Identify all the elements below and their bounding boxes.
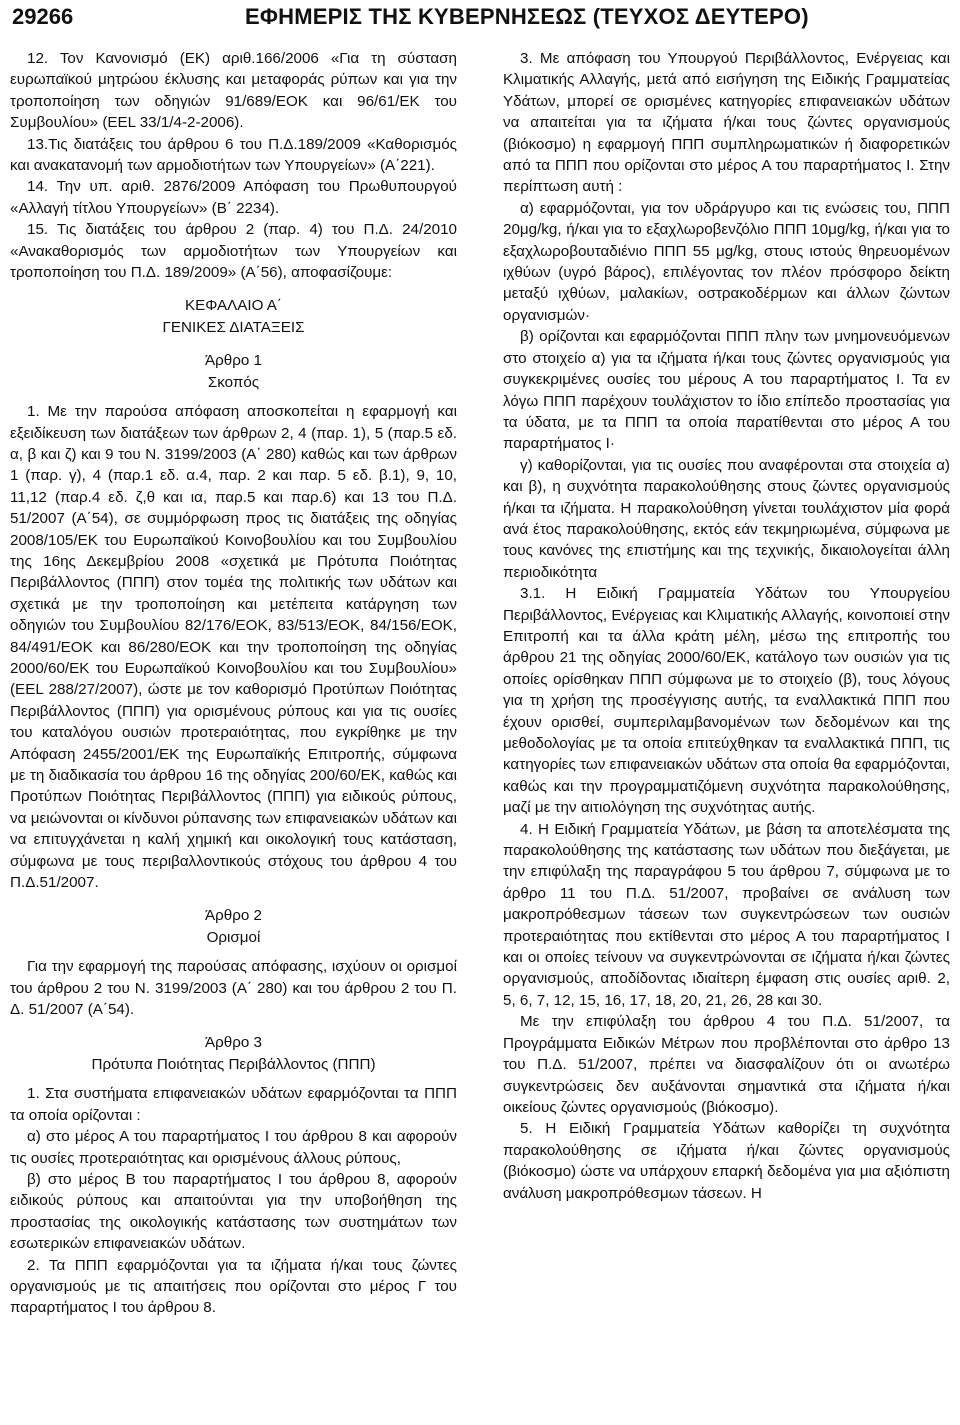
article-3-paragraph-1: 1. Στα συστήματα επιφανειακών υδάτων εφαρμόζονται τα ΠΠΠ τα οποία ορίζονται : bbox=[10, 1085, 457, 1124]
paragraph-4b: Με την επιφύλαξη του άρθρου 4 του Π.Δ. 51/2007, τα Προγράμματα Ειδικών Μέτρων που προβλέπονται στο άρθρο 13 του Π.Δ. 51/2007, πρέπει να διασφαλίζουν ότι οι ανωτέρω συγκεντρώσεις δεν αυξάνονται σημαντικά στα ιζήματα ή/και οικείους ζώντες οργανισμούς (βιόκοσμο). bbox=[503, 1013, 950, 1116]
paragraph-4: 4. Η Ειδική Γραμματεία Υδάτων, με βάση τα αποτελέσματα της παρακολούθησης της κατάστασης των υδάτων που διεξάγεται, με την επιφύλαξη της παραγράφου 5 του άρθρου 7, σύμφωνα με το άρθρο 11 του Π.Δ. 51/2007, προβαίνει σε ανάλυση των μακροπρόθεσμων τάσεων των συγκεντρώσεων των ουσιών προτεραιότητας που εκτίθενται στο μέρος Α του παραρτήματος Ι και οι οποίες τείνουν να συγκεντρώνονται σε ιζήματα ή/και ζώντες οργανισμούς, αποδίδοντας ιδιαίτερη έμφαση στις ουσίες αριθ. 2, 5, 6, 7, 12, 15, 16, 17, 18, 20, 21, 26, 28 και 30. bbox=[503, 820, 950, 1009]
article-1-title: Σκοπός bbox=[207, 373, 260, 391]
page-number: 29266 bbox=[12, 4, 74, 29]
paragraph-3b: β) ορίζονται και εφαρμόζονται ΠΠΠ πλην των μνημονευόμενων στο στοιχείο α) για τα ιζήματα ή/και τους ζώντες οργανισμούς για συγκεκριμένες ουσίες του μέρους Α του παραρτήματος Ι. Τα εν λόγω ΠΠΠ παρέχουν τουλάχιστον το ίδιο επίπεδο προστασίας για τα ύδατα, με τα ΠΠΠ τα οποία παρατίθενται στο μέρος Α του παραρτήματος Ι· bbox=[503, 328, 950, 453]
left-column bbox=[10, 48, 457, 1319]
gazette-title: ΕΦΗΜΕΡΙΣ ΤΗΣ ΚΥΒΕΡΝΗΣΕΩΣ (ΤΕΥΧΟΣ ΔΕΥΤΕΡΟ) bbox=[245, 4, 809, 29]
article-3-title: Πρότυπα Ποιότητας Περιβάλλοντος (ΠΠΠ) bbox=[91, 1055, 376, 1073]
article-3-paragraph-1a: α) στο μέρος Α του παραρτήματος Ι του άρθρου 8 και αφορούν τις ουσίες προτεραιότητας και ορισμένους άλλους ρύπους, bbox=[10, 1128, 457, 1167]
paragraph-3c: γ) καθορίζονται, για τις ουσίες που αναφέρονται στα στοιχεία α) και β), η συχνότητα παρακολούθησης στους ζώντες οργανισμούς ή/και τα ιζήματα. Η παρακολούθηση γίνεται τουλάχιστον μία φορά ανά έτος παρακολούθησης, εκτός εάν τεκμηριωμένα, σύμφωνα με τους κανόνες της επιστήμης και της τεχνικής, δικαιολογείται άλλη περιοδικότητα bbox=[503, 456, 950, 581]
paragraph-3a: α) εφαρμόζονται, για τον υδράργυρο και τις ενώσεις του, ΠΠΠ 20μg/kg, ή/και για το εξαχλωροβενζόλιο ΠΠΠ 10μg/kg, ή/και για το εξαχλωροβουταδιένιο ΠΠΠ 55 μg/kg, στους ιστούς θηρευομένων ιχθύων (υγρό βάρος), επιλέγοντας τον πλέον πρόσφορο δείκτη μεταξύ ιχθύων, μαλακίων, οστρακοδέρμων και άλλων ζώντων οργανισμών· bbox=[503, 199, 950, 324]
article-3-paragraph-2: 2. Τα ΠΠΠ εφαρμόζονται για τα ιζήματα ή/και τους ζώντες οργανισμούς με τις απαιτήσεις που ορίζονται στο μέρος Γ του παραρτήματος Ι του άρθρου 8. bbox=[10, 1256, 457, 1317]
paragraph-3-1: 3.1. Η Ειδική Γραμματεία Υδάτων του Υπουργείου Περιβάλλοντος, Ενέργειας και Κλιματικής Αλλαγής, κοινοποιεί στην Επιτροπή και τα άλλα κράτη μέλη, μέσω της επιτροπής του άρθρου 21 της οδηγίας 2000/60/ΕΚ, κατάλογο των ουσιών για τις οποίες ορίσθηκαν ΠΠΠ σύμφωνα με το στοιχείο (β), τους λόγους για τη χρήση της προσέγγισης αυτής, τα εναλλακτικά ΠΠΠ που έχουν ορισθεί, συμπεριλαμβανομένων των δεδομένων και της μεθοδολογίας με τα οποία επιτεύχθηκαν τα εναλλακτικά ΠΠΠ, τις κατηγορίες των επιφανειακών υδάτων στα οποία θα εφαρμόζονται, καθώς και την προγραμματιζόμενη συχνότητα παρακολούθησης, μαζί με την αιτιολόγηση της συχνότητας αυτής. bbox=[503, 585, 950, 817]
article-3-heading: Άρθρο 3 bbox=[205, 1034, 262, 1052]
chapter-title: ΓΕΝΙΚΕΣ ΔΙΑΤΑΞΕΙΣ bbox=[162, 318, 305, 336]
article-1-paragraph-1: 1. Με την παρούσα απόφαση αποσκοπείται η εφαρμογή και εξειδίκευση των διατάξεων των άρθρων 2, 4 (παρ. 1), 5 (παρ.5 εδ. α, β και ζ) και 9 του Ν. 3199/2003 (Α΄ 280) καθώς και των άρθρων 1 (παρ. γ), 4 (παρ.1 εδ. α.4, παρ. 2 και παρ. 5 εδ. β.1), 9, 10, 11,12 (παρ.4 εδ. ζ,θ και ια, παρ.5 και παρ.6) και 13 του Π.Δ. 51/2007 (Α΄54), σε συμμόρφωση προς τις διατάξεις της οδηγίας 2008/105/ΕΚ του Ευρωπαϊκού Κοινοβουλίου και του Συμβουλίου της 16ης Δεκεμβρίου 2008 «σχετικά με Πρότυπα Ποιότητας Περιβάλλοντος (ΠΠΠ) στον τομέα της πολιτικής των υδάτων και σχετικά με την τροποποίηση και μετέπειτα κατάργηση των οδηγιών του Συμβουλίου 82/176/ΕΟΚ, 83/513/ΕΟΚ, 84/156/ΕΟΚ, 84/491/ΕΟΚ και 86/280/ΕΟΚ και την τροποποίηση της οδηγίας 2000/60/ΕΚ του Ευρωπαϊκού Κοινοβουλίου και του Συμβουλίου» (ΕΕL 288/27/2007), ώστε με τον καθορισμό Προτύπων Ποιότητας Περιβάλλοντος (ΠΠΠ) για ορισμένους ρύπους και για τις ουσίες του καταλόγου ουσιών προτεραιότητας, που εγκρίθηκε με την Απόφαση 2455/2001/ΕΚ της Ευρωπαϊκής Επιτροπής, σύμφωνα με τη διαδικασία του άρθρου 16 της οδηγίας 200/60/ΕΚ, καθώς και Προτύπων Ποιότητας Περιβάλλοντος (ΠΠΠ) για ειδικούς ρύπους, να μειώνονται οι κίνδυνοι ρύπανσης των επιφανειακών υδάτων και να επιτυγχάνεται η καλή χημική και οικολογική τους κατάσταση, σύμφωνα με τους περιβαλλοντικούς στόχους του άρθρου 4 του Π.Δ.51/2007. bbox=[10, 403, 457, 892]
page-header bbox=[0, 0, 960, 40]
article-2-heading: Άρθρο 2 bbox=[205, 907, 262, 925]
article-2-title: Ορισμοί bbox=[206, 928, 261, 946]
article-2-paragraph-1: Για την εφαρμογή της παρούσας απόφασης, ισχύουν οι ορισμοί του άρθρου 2 του Ν. 3199/2003 (Α΄ 280) και του άρθρου 2 του Π. Δ. 51/2007 (Α΄54). bbox=[10, 958, 457, 1019]
article-1-heading: Άρθρο 1 bbox=[205, 352, 262, 370]
paragraph-12: 12. Τον Κανονισμό (ΕΚ) αριθ.166/2006 «Για τη σύσταση ευρωπαϊκού μητρώου έκλυσης και μεταφοράς ρύπων και για την τροποποίηση των οδηγιών 91/689/ΕΟΚ και 96/61/ΕΚ του Συμβουλίου» (ΕΕL 33/1/4-2-2006). bbox=[10, 50, 457, 132]
article-3-paragraph-1b: β) στο μέρος Β του παραρτήματος Ι του άρθρου 8, αφορούν ειδικούς ρύπους και απαιτούνται για την υποβοήθηση της προστασίας της οικολογικής κατάστασης των συστημάτων των εσωτερικών επιφανειακών υδάτων. bbox=[10, 1170, 457, 1253]
paragraph-15: 15. Τις διατάξεις του άρθρου 2 (παρ. 4) του Π.Δ. 24/2010 «Ανακαθορισμός των αρμοδιοτήτων των Υπουργείων και τροποποίηση του Π.Δ. 189/2009» (Α΄56), αποφασίζουμε: bbox=[10, 221, 457, 282]
paragraph-5: 5. Η Ειδική Γραμματεία Υδάτων καθορίζει τη συχνότητα παρακολούθησης σε ιζήματα ή/και ζώντες οργανισμούς (βιόκοσμο) ώστε να υπάρχουν επαρκή δεδομένα για μια αξιόπιστη ανάλυση μακροπρόθεσμων τάσεων. Η bbox=[503, 1120, 950, 1202]
paragraph-14: 14. Την υπ. αριθ. 2876/2009 Απόφαση του Πρωθυπουργού «Αλλαγή τίτλου Υπουργείων» (Β΄ 2234). bbox=[10, 178, 457, 217]
right-column bbox=[503, 48, 950, 1204]
chapter-heading: ΚΕΦΑΛΑΙΟ Α΄ bbox=[185, 297, 282, 315]
paragraph-3: 3. Με απόφαση του Υπουργού Περιβάλλοντος, Ενέργειας και Κλιματικής Αλλαγής, μετά από εισήγηση της Ειδικής Γραμματείας Υδάτων, μπορεί σε ορισμένες κατηγορίες επιφανειακών υδάτων να απαιτείται για τα ιζήματα ή/και τους ζώντες οργανισμούς (βιόκοσμο) η εφαρμογή ΠΠΠ συμπληρωματικών ή διαφορετικών από τα ΠΠΠ που ορίζονται στο μέρος Α του παραρτήματος Ι. Στην περίπτωση αυτή : bbox=[503, 50, 950, 196]
paragraph-13: 13.Τις διατάξεις του άρθρου 6 του Π.Δ.189/2009 «Καθορισμός και ανακατανομή των αρμοδιοτήτων των Υπουργείων» (Α΄221). bbox=[10, 135, 457, 175]
